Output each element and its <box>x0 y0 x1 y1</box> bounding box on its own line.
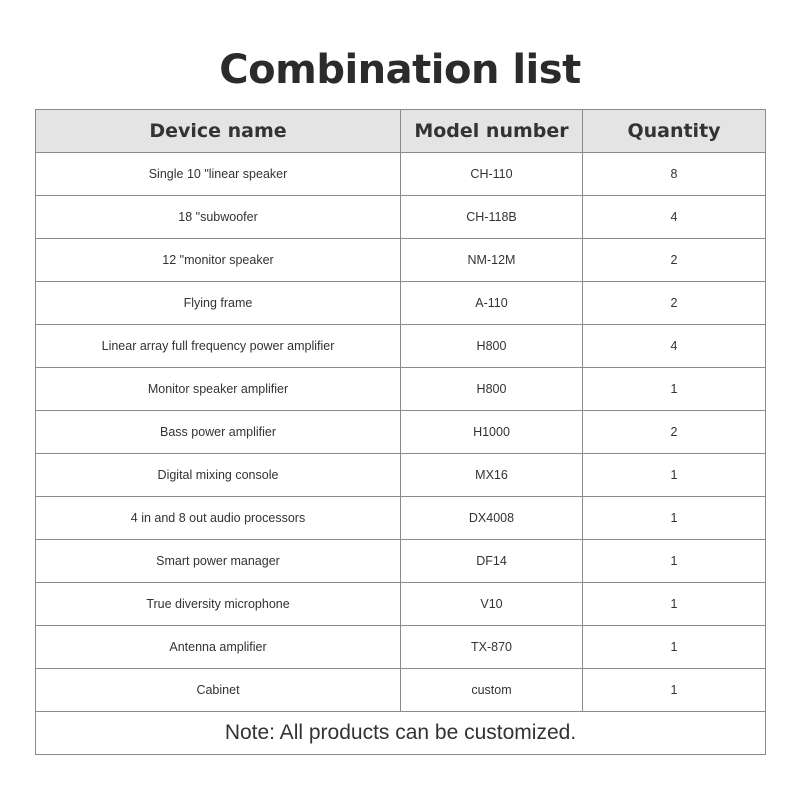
device-name-cell: Flying frame <box>36 282 401 325</box>
table-header-row <box>36 110 766 153</box>
quantity-cell: 1 <box>583 583 766 626</box>
device-name-cell: Cabinet <box>36 669 401 712</box>
device-name-cell: Monitor speaker amplifier <box>36 368 401 411</box>
quantity-cell: 2 <box>583 239 766 282</box>
quantity-cell: 1 <box>583 368 766 411</box>
quantity-cell: 4 <box>583 196 766 239</box>
table-row <box>36 626 766 669</box>
quantity-cell: 4 <box>583 325 766 368</box>
quantity-cell: 1 <box>583 454 766 497</box>
model-number-cell: H800 <box>401 325 583 368</box>
customization-note: Note: All products can be customized. <box>36 712 766 755</box>
quantity-cell: 1 <box>583 497 766 540</box>
table-row <box>36 497 766 540</box>
column-header-quantity: Quantity <box>583 110 766 153</box>
quantity-cell: 8 <box>583 153 766 196</box>
device-name-cell: 18 "subwoofer <box>36 196 401 239</box>
quantity-cell: 2 <box>583 282 766 325</box>
table-row <box>36 411 766 454</box>
model-number-cell: NM-12M <box>401 239 583 282</box>
device-name-cell: Linear array full frequency power amplifier <box>36 325 401 368</box>
table-row <box>36 239 766 282</box>
model-number-cell: H1000 <box>401 411 583 454</box>
device-name-cell: Smart power manager <box>36 540 401 583</box>
device-name-cell: Antenna amplifier <box>36 626 401 669</box>
device-name-cell: Bass power amplifier <box>36 411 401 454</box>
table-row <box>36 454 766 497</box>
model-number-cell: DF14 <box>401 540 583 583</box>
table-row <box>36 540 766 583</box>
device-name-cell: 4 in and 8 out audio processors <box>36 497 401 540</box>
model-number-cell: CH-118B <box>401 196 583 239</box>
page-title: Combination list <box>219 47 581 93</box>
table-row <box>36 368 766 411</box>
quantity-cell: 1 <box>583 540 766 583</box>
table-note-row <box>36 712 766 755</box>
table-row <box>36 583 766 626</box>
combination-table <box>35 109 766 755</box>
model-number-cell: V10 <box>401 583 583 626</box>
quantity-cell: 1 <box>583 626 766 669</box>
model-number-cell: TX-870 <box>401 626 583 669</box>
device-name-cell: 12 "monitor speaker <box>36 239 401 282</box>
model-number-cell: custom <box>401 669 583 712</box>
table-row <box>36 669 766 712</box>
model-number-cell: A-110 <box>401 282 583 325</box>
model-number-cell: MX16 <box>401 454 583 497</box>
quantity-cell: 1 <box>583 669 766 712</box>
table-row <box>36 325 766 368</box>
model-number-cell: DX4008 <box>401 497 583 540</box>
device-name-cell: Digital mixing console <box>36 454 401 497</box>
column-header-device-name: Device name <box>36 110 401 153</box>
table-row <box>36 153 766 196</box>
model-number-cell: CH-110 <box>401 153 583 196</box>
device-name-cell: True diversity microphone <box>36 583 401 626</box>
column-header-model-number: Model number <box>401 110 583 153</box>
device-name-cell: Single 10 "linear speaker <box>36 153 401 196</box>
table-row <box>36 282 766 325</box>
quantity-cell: 2 <box>583 411 766 454</box>
model-number-cell: H800 <box>401 368 583 411</box>
table-row <box>36 196 766 239</box>
